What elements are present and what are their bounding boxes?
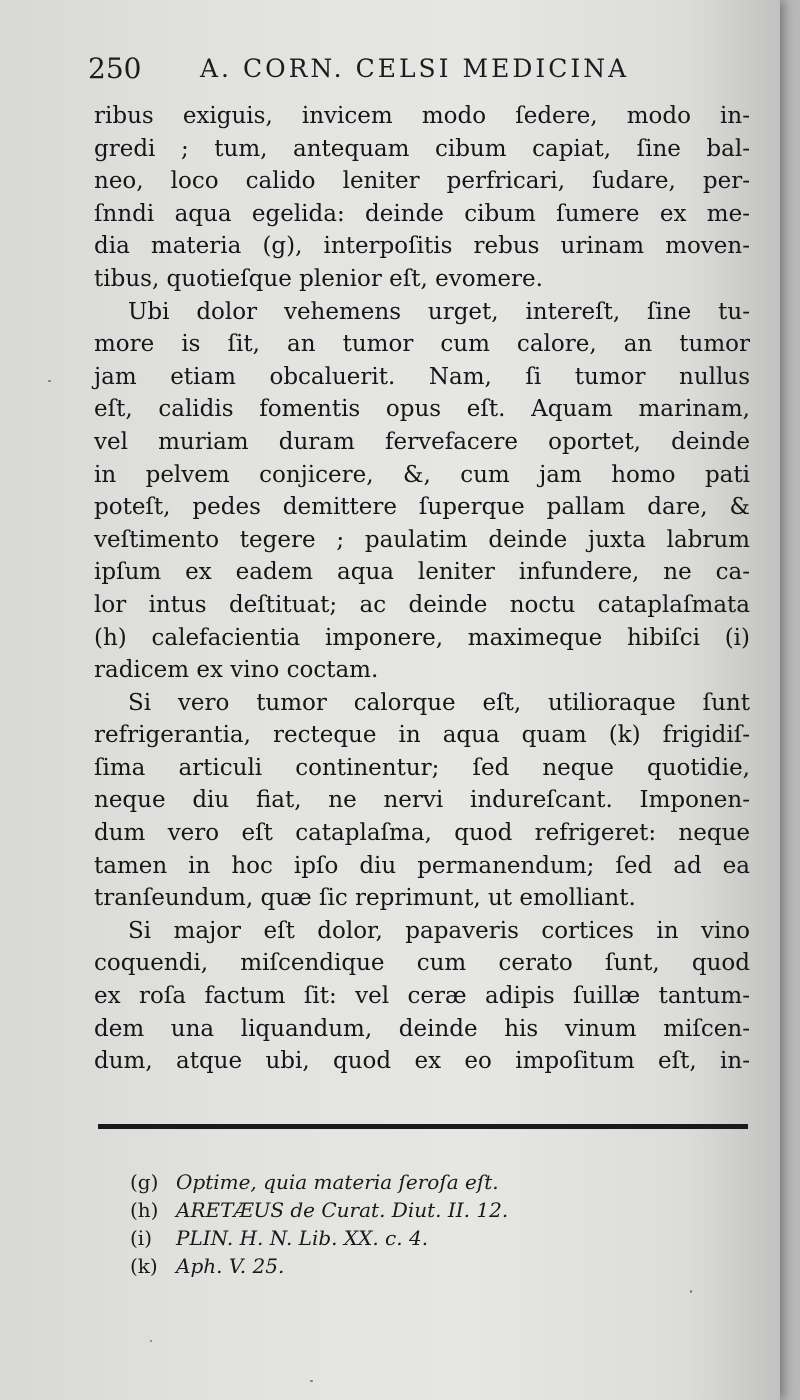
footnotes xyxy=(130,1168,690,1280)
text-line: coquendi, miſcendique cum cerato ſunt, quod xyxy=(94,950,750,977)
paper-speck xyxy=(48,380,51,382)
text-line: ribus exiguis, invicem modo ſedere, modo in- xyxy=(94,103,750,129)
text-line: more is ſit, an tumor cum calore, an tumor xyxy=(94,331,750,358)
paper-speck xyxy=(150,1340,152,1342)
text-line: neque diu fiat, ne nervi indureſcant. Imponen- xyxy=(94,787,750,814)
text-line: (h) calefacientia imponere, maximeque hibiſci (i) xyxy=(94,624,750,651)
body-text xyxy=(94,100,750,1078)
text-line: tamen in hoc ipſo diu permanendum; ſed ad ea xyxy=(94,852,750,879)
text-line: dum vero eſt cataplaſma, quod refrigeret: neque xyxy=(94,820,750,847)
text-line: Ubi dolor vehemens urget, intereſt, ſine tu- xyxy=(128,298,750,325)
footnote-k xyxy=(130,1252,690,1280)
text-line: ex roſa factum ſit: vel ceræ adipis ſuillæ tantum- xyxy=(94,983,750,1010)
text-line: ſnndi aqua egelida: deinde cibum ſumere ex me- xyxy=(94,200,750,227)
footnote-rule xyxy=(98,1124,748,1129)
running-head: A. CORN. CELSI MEDICINA xyxy=(200,54,630,83)
footnote-h xyxy=(130,1196,690,1224)
text-line: in pelvem conjicere, &, cum jam homo pati xyxy=(94,461,750,488)
footnote-marker: (k) xyxy=(130,1254,158,1278)
footnote-text: Aph. V. 25. xyxy=(176,1254,285,1278)
paper-speck xyxy=(310,1380,313,1382)
text-line: ipſum ex eadem aqua leniter infundere, ne ca- xyxy=(94,559,750,586)
text-line: jam etiam obcaluerit. Nam, ſi tumor nullus xyxy=(94,363,750,390)
footnote-marker: (g) xyxy=(130,1170,159,1194)
text-line: eſt, calidis fomentis opus eſt. Aquam marinam, xyxy=(94,396,750,423)
text-line: dem una liquandum, deinde his vinum miſcen- xyxy=(94,1015,750,1042)
text-line: Si major eſt dolor, papaveris cortices in vino xyxy=(128,917,750,944)
page-number: 250 xyxy=(88,52,142,85)
footnote-text: PLIN. H. N. Lib. XX. c. 4. xyxy=(176,1226,429,1250)
page-header xyxy=(88,52,748,92)
text-line: gredi ; tum, antequam cibum capiat, ſine bal- xyxy=(94,135,750,162)
text-line: veſtimento tegere ; paulatim deinde juxta labrum xyxy=(94,526,750,553)
paper-speck xyxy=(690,1290,692,1293)
footnote-marker: (h) xyxy=(130,1198,159,1222)
footnote-text: ARETÆUS de Curat. Diut. II. 12. xyxy=(176,1198,509,1222)
text-line: Si vero tumor calorque eſt, utilioraque ſunt xyxy=(128,689,750,716)
text-line: tibus, quotieſque plenior eſt, evomere. xyxy=(94,265,543,292)
text-line: tranſeundum, quæ ſic reprimunt, ut emolliant. xyxy=(94,885,636,912)
text-line: ſima articuli continentur; ſed neque quotidie, xyxy=(94,754,750,781)
text-line: radicem ex vino coctam. xyxy=(94,657,379,684)
text-line: refrigerantia, recteque in aqua quam (k) frigidiſ- xyxy=(94,722,750,749)
text-line: lor intus deſtituat; ac deinde noctu cataplaſmata xyxy=(94,591,750,618)
footnote-text: Optime, quia materia ſeroſa eſt. xyxy=(176,1170,499,1194)
text-line: dia materia (g), interpoſitis rebus urinam moven- xyxy=(94,233,750,260)
footnote-i xyxy=(130,1224,690,1252)
text-line: dum, atque ubi, quod ex eo impoſitum eſt, in- xyxy=(94,1048,750,1075)
footnote-g xyxy=(130,1168,690,1196)
text-line: vel muriam duram fervefacere oportet, deinde xyxy=(94,428,750,455)
text-line: poteſt, pedes demittere ſuperque pallam dare, & xyxy=(94,494,750,521)
text-line: neo, loco calido leniter perfricari, ſudare, per- xyxy=(94,168,750,195)
footnote-marker: (i) xyxy=(130,1226,153,1250)
